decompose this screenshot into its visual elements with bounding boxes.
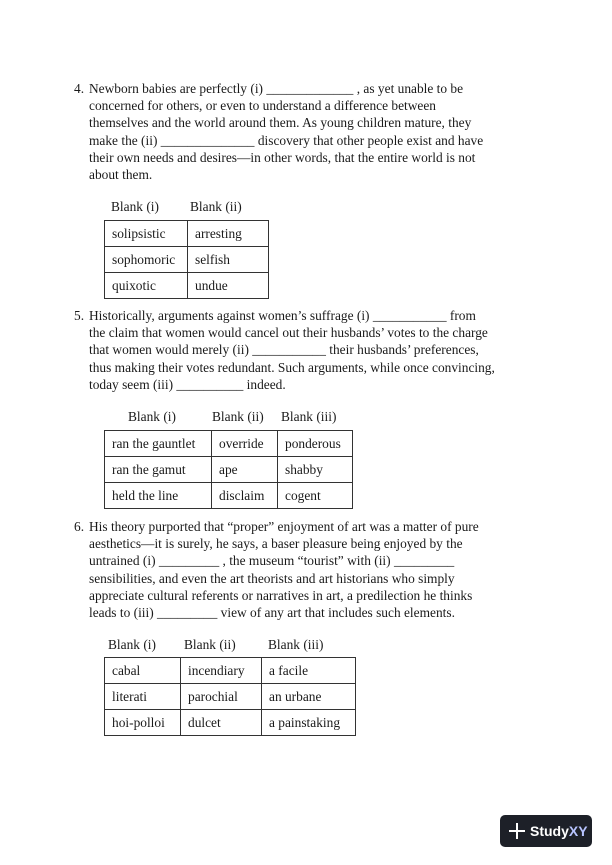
answer-option: arresting: [188, 221, 269, 247]
column-header: Blank (i): [108, 637, 156, 652]
question-text-line: make the (ii) ______________ discovery that other people exist and have: [89, 132, 484, 148]
answer-option: sophomoric: [105, 247, 188, 273]
answer-option: quixotic: [105, 273, 188, 299]
column-header: Blank (i): [111, 199, 159, 214]
answer-option: ponderous: [278, 431, 353, 457]
answer-option: held the line: [105, 483, 212, 509]
answer-option: hoi-polloi: [105, 710, 181, 736]
answer-option: disclaim: [212, 483, 278, 509]
question-6: [74, 518, 554, 621]
table-row: [105, 457, 353, 483]
answer-option: cabal: [105, 658, 181, 684]
question-text-line: Newborn babies are perfectly (i) _____________ , as yet unable to be: [89, 81, 464, 96]
brand-wordmark: StudyXY: [530, 823, 588, 839]
answer-table-q4: [104, 220, 269, 299]
question-text-line: His theory purported that “proper” enjoyment of art was a matter of pure: [89, 519, 479, 534]
question-text-line: thus making their votes redundant. Such arguments, while once convincing,: [89, 359, 495, 375]
question-text-line: aesthetics—it is surely, he says, a baser pleasure being enjoyed by the: [89, 536, 463, 552]
column-header: Blank (i): [128, 409, 176, 424]
answer-option: solipsistic: [105, 221, 188, 247]
question-number: 6.: [74, 519, 85, 534]
question-text-line: leads to (iii) _________ view of any art that includes such elements.: [89, 604, 455, 620]
question-text-line: Historically, arguments against women’s suffrage (i) ___________ from: [89, 308, 476, 323]
question-number: 5.: [74, 308, 85, 323]
question-number: 4.: [74, 81, 85, 96]
table-row: [105, 247, 269, 273]
plus-icon: [509, 823, 525, 839]
table-row: [105, 684, 356, 710]
answer-table-q5: [104, 430, 353, 509]
answer-option: ape: [212, 457, 278, 483]
question-text-line: today seem (iii) __________ indeed.: [89, 376, 286, 392]
table-row: [105, 483, 353, 509]
answer-option: parochial: [181, 684, 262, 710]
table-row: [105, 710, 356, 736]
answer-table-q6: [104, 657, 356, 736]
question-text-line: the claim that women would cancel out their husbands’ votes to the charge: [89, 325, 488, 341]
column-header: Blank (ii): [190, 199, 242, 214]
column-header: Blank (iii): [268, 637, 324, 652]
question-text-line: themselves and the world around them. As young children mature, they: [89, 115, 472, 131]
answer-option: selfish: [188, 247, 269, 273]
answer-option: dulcet: [181, 710, 262, 736]
question-text-line: untrained (i) _________ , the museum “tourist” with (ii) _________: [89, 553, 455, 569]
answer-option: shabby: [278, 457, 353, 483]
column-header: Blank (ii): [212, 409, 264, 424]
question-5: [74, 307, 554, 393]
answer-option: override: [212, 431, 278, 457]
studyxy-logo: [500, 815, 592, 847]
answer-option: a painstaking: [262, 710, 356, 736]
column-header: Blank (ii): [184, 637, 236, 652]
table-row: [105, 658, 356, 684]
answer-option: an urbane: [262, 684, 356, 710]
answer-option: ran the gauntlet: [105, 431, 212, 457]
column-header: Blank (iii): [281, 409, 337, 424]
table-row: [105, 431, 353, 457]
question-text-line: concerned for others, or even to understand a difference between: [89, 98, 437, 114]
table-row: [105, 221, 269, 247]
table-row: [105, 273, 269, 299]
answer-option: cogent: [278, 483, 353, 509]
answer-option: a facile: [262, 658, 356, 684]
answer-option: undue: [188, 273, 269, 299]
question-4: [74, 80, 554, 183]
question-text-line: about them.: [89, 166, 153, 182]
question-text-line: their own needs and desires—in other words, that the entire world is not: [89, 149, 476, 165]
answer-option: ran the gamut: [105, 457, 212, 483]
answer-option: incendiary: [181, 658, 262, 684]
question-text-line: appreciate cultural referents or narratives in art, a predilection he thinks: [89, 587, 473, 603]
answer-option: literati: [105, 684, 181, 710]
question-text-line: sensibilities, and even the art theorists and art historians who simply: [89, 570, 455, 586]
question-text-line: that women would merely (ii) ___________ their husbands’ preferences,: [89, 342, 479, 358]
